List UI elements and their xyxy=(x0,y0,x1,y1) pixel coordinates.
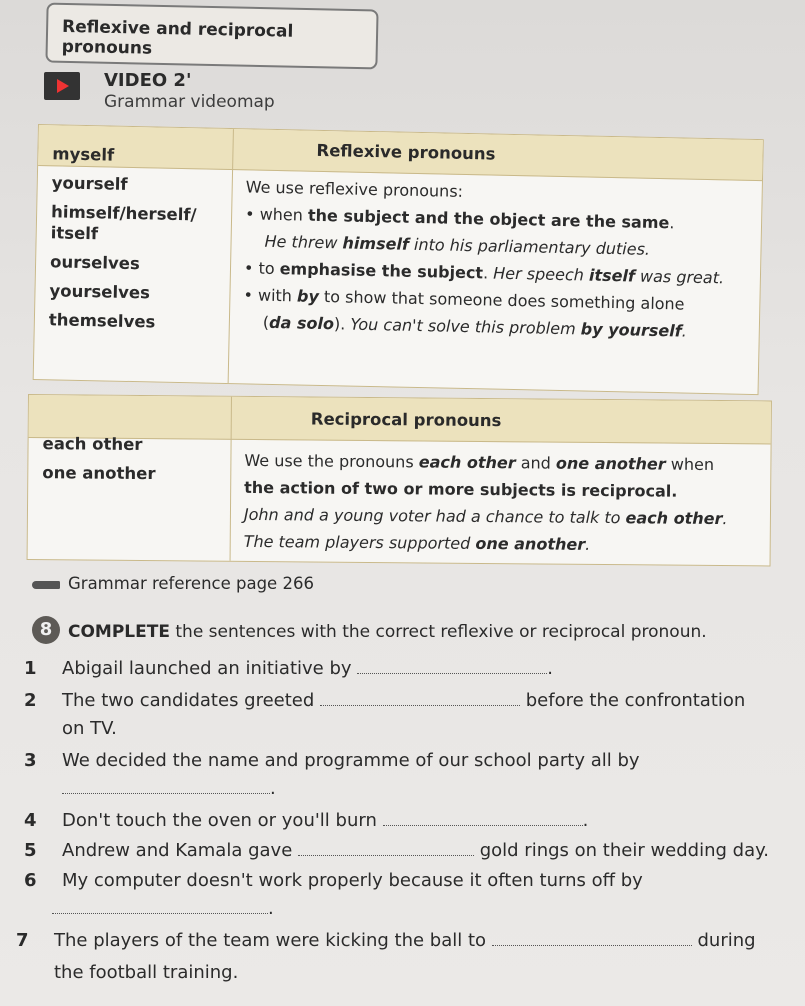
exercise-number-badge: 8 xyxy=(32,616,60,644)
reflexive-table xyxy=(33,124,764,395)
pronoun-item: themselves xyxy=(48,310,156,332)
exercise-instruction: COMPLETE the sentences with the correct reflexive or reciprocal pronoun. xyxy=(68,622,707,642)
exercise-item-answer-line: . xyxy=(62,778,276,799)
reciprocal-pronoun-list xyxy=(42,429,156,488)
exercise-item: 6 My computer doesn't work properly because it often turns off by xyxy=(24,870,643,891)
reflexive-pronoun-list xyxy=(49,139,198,337)
example-line: He threw himself into his parliamentary duties. xyxy=(264,231,651,259)
bullet-by: • with by to show that someone does something alone xyxy=(243,285,685,314)
exercise-item: 5 Andrew and Kamala gave gold rings on their wedding day. xyxy=(24,840,769,861)
reflexive-heading: Reflexive pronouns xyxy=(316,140,496,164)
pronoun-item: one another xyxy=(42,463,156,484)
exercise-item-continuation: the football training. xyxy=(54,962,239,983)
pronoun-item: each other xyxy=(42,434,143,455)
reflexive-explanation xyxy=(243,173,726,345)
exercise-item: 3 We decided the name and programme of our school party all by xyxy=(24,750,640,771)
pronoun-item: myself xyxy=(52,144,115,165)
exercise-item-continuation: on TV. xyxy=(62,718,117,739)
video-subtitle: Grammar videomap xyxy=(104,92,275,112)
lesson-title-box xyxy=(45,3,378,70)
pronoun-item: yourselves xyxy=(49,281,151,303)
reflexive-intro: We use reflexive pronouns: xyxy=(245,177,464,201)
grammar-reference: Grammar reference page 266 xyxy=(32,574,314,593)
example-line: John and a young voter had a chance to talk to each other. xyxy=(243,504,728,529)
answer-blank[interactable] xyxy=(52,901,268,914)
pencil-icon xyxy=(32,581,60,589)
reciprocal-table xyxy=(27,394,772,566)
pronoun-item: yourself xyxy=(51,173,128,194)
reciprocal-rule-2: the action of two or more subjects is reciprocal. xyxy=(244,477,678,501)
example-line: (da solo). You can't solve this problem by yourself. xyxy=(262,312,687,341)
exercise-item: 4 Don't touch the oven or you'll burn . xyxy=(24,810,589,831)
bullet-emphasise: • to emphasise the subject. Her speech itself was great. xyxy=(243,258,725,288)
answer-blank[interactable] xyxy=(298,843,474,856)
reciprocal-heading: Reciprocal pronouns xyxy=(310,409,502,431)
video-play-button[interactable] xyxy=(44,72,80,100)
lesson-title: Reflexive and reciprocal pronouns xyxy=(61,16,294,59)
answer-blank[interactable] xyxy=(383,813,583,826)
bullet-same-subject: • when the subject and the object are the same. xyxy=(244,204,675,233)
exercise-item: 1 Abigail launched an initiative by . xyxy=(24,658,553,679)
play-icon xyxy=(54,78,70,94)
exercise-item: 7 The players of the team were kicking the ball to during xyxy=(16,930,756,951)
reciprocal-explanation xyxy=(244,447,729,559)
column-divider xyxy=(230,397,232,561)
pronoun-item: himself/herself/ xyxy=(50,202,197,225)
pronoun-item: itself xyxy=(50,223,99,244)
exercise-item: 2 The two candidates greeted before the confrontation xyxy=(24,690,746,711)
pronoun-item: ourselves xyxy=(49,252,140,274)
video-label: VIDEO 2' xyxy=(104,70,192,91)
answer-blank[interactable] xyxy=(492,933,692,946)
reciprocal-rule: We use the pronouns each other and one another when xyxy=(244,450,715,474)
answer-blank[interactable] xyxy=(62,781,270,794)
example-line: The team players supported one another. xyxy=(243,531,591,554)
answer-blank[interactable] xyxy=(320,693,520,706)
exercise-item-answer-line: . xyxy=(52,898,274,919)
answer-blank[interactable] xyxy=(357,661,547,674)
